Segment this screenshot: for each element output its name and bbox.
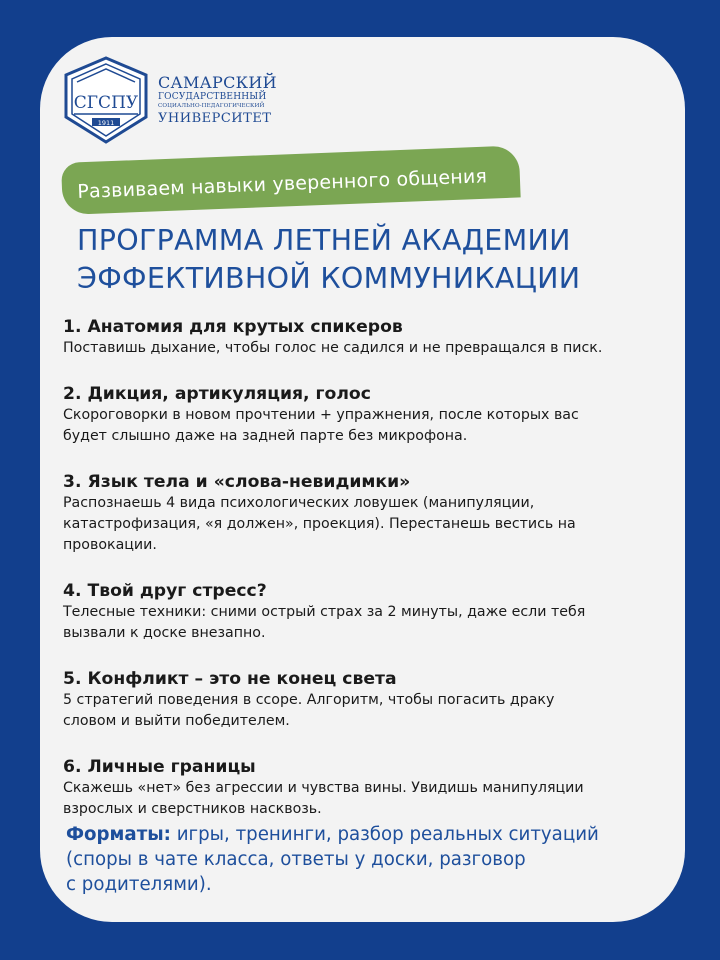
section-text: Скажешь «нет» без агрессии и чувства вины. Увидишь манипуляции взрослых и сверстников насквозь. [63, 780, 584, 817]
section-boundaries [63, 756, 673, 820]
section-anatomy [63, 316, 673, 359]
section-heading: 5. Конфликт – это не конец света [63, 669, 397, 689]
formats-note [66, 822, 666, 897]
section-body-language [63, 471, 673, 556]
section-text: Поставишь дыхание, чтобы голос не садился и не превращался в писк. [63, 340, 603, 356]
section-heading: 4. Твой друг стресс? [63, 581, 267, 601]
page-title [77, 222, 580, 298]
university-logo [60, 55, 277, 145]
section-text: 5 стратегий поведения в ссоре. Алгоритм, чтобы погасить драку словом и выйти победителем. [63, 692, 555, 729]
university-name [158, 75, 277, 125]
formats-line-2: (споры в чате класса, ответы у доски, разговор [66, 849, 526, 870]
section-text: Телесные техники: сними острый страх за 2 минуты, даже если тебя вызвали к доске внезапно. [63, 604, 586, 641]
emblem-year: 1911 [97, 119, 115, 127]
emblem-text: СГСПУ [73, 93, 139, 113]
section-conflict [63, 668, 673, 732]
tagline: Развиваем навыки уверенного общения [77, 165, 488, 203]
university-emblem-icon [60, 55, 152, 145]
section-diction [63, 383, 673, 447]
formats-label: Форматы: [66, 824, 171, 845]
logo-line-1: САМАРСКИЙ [158, 73, 277, 93]
formats-line-3: с родителями). [66, 874, 212, 895]
title-line-1: ПРОГРАММА ЛЕТНЕЙ АКАДЕМИИ [77, 224, 571, 257]
title-line-2: ЭФФЕКТИВНОЙ КОММУНИКАЦИИ [77, 262, 581, 295]
formats-line-1: игры, тренинги, разбор реальных ситуаций [170, 824, 599, 845]
logo-line-3: СОЦИАЛЬНО-ПЕДАГОГИЧЕСКИЙ [158, 103, 265, 110]
logo-line-4: УНИВЕРСИТЕТ [158, 110, 272, 126]
section-heading: 3. Язык тела и «слова-невидимки» [63, 472, 411, 492]
section-stress [63, 580, 673, 644]
section-text: Распознаешь 4 вида психологических ловушек (манипуляции, катастрофизация, «я должен», проекция). Перестанешь вестись на провокации. [63, 495, 576, 553]
section-heading: 2. Дикция, артикуляция, голос [63, 384, 371, 404]
section-text: Скороговорки в новом прочтении + упражнения, после которых вас будет слышно даже на задней парте без микрофона. [63, 407, 579, 444]
section-heading: 6. Личные границы [63, 757, 256, 777]
logo-line-2: ГОСУДАРСТВЕННЫЙ [158, 92, 267, 103]
section-heading: 1. Анатомия для крутых спикеров [63, 317, 403, 337]
program-sections [63, 316, 673, 844]
